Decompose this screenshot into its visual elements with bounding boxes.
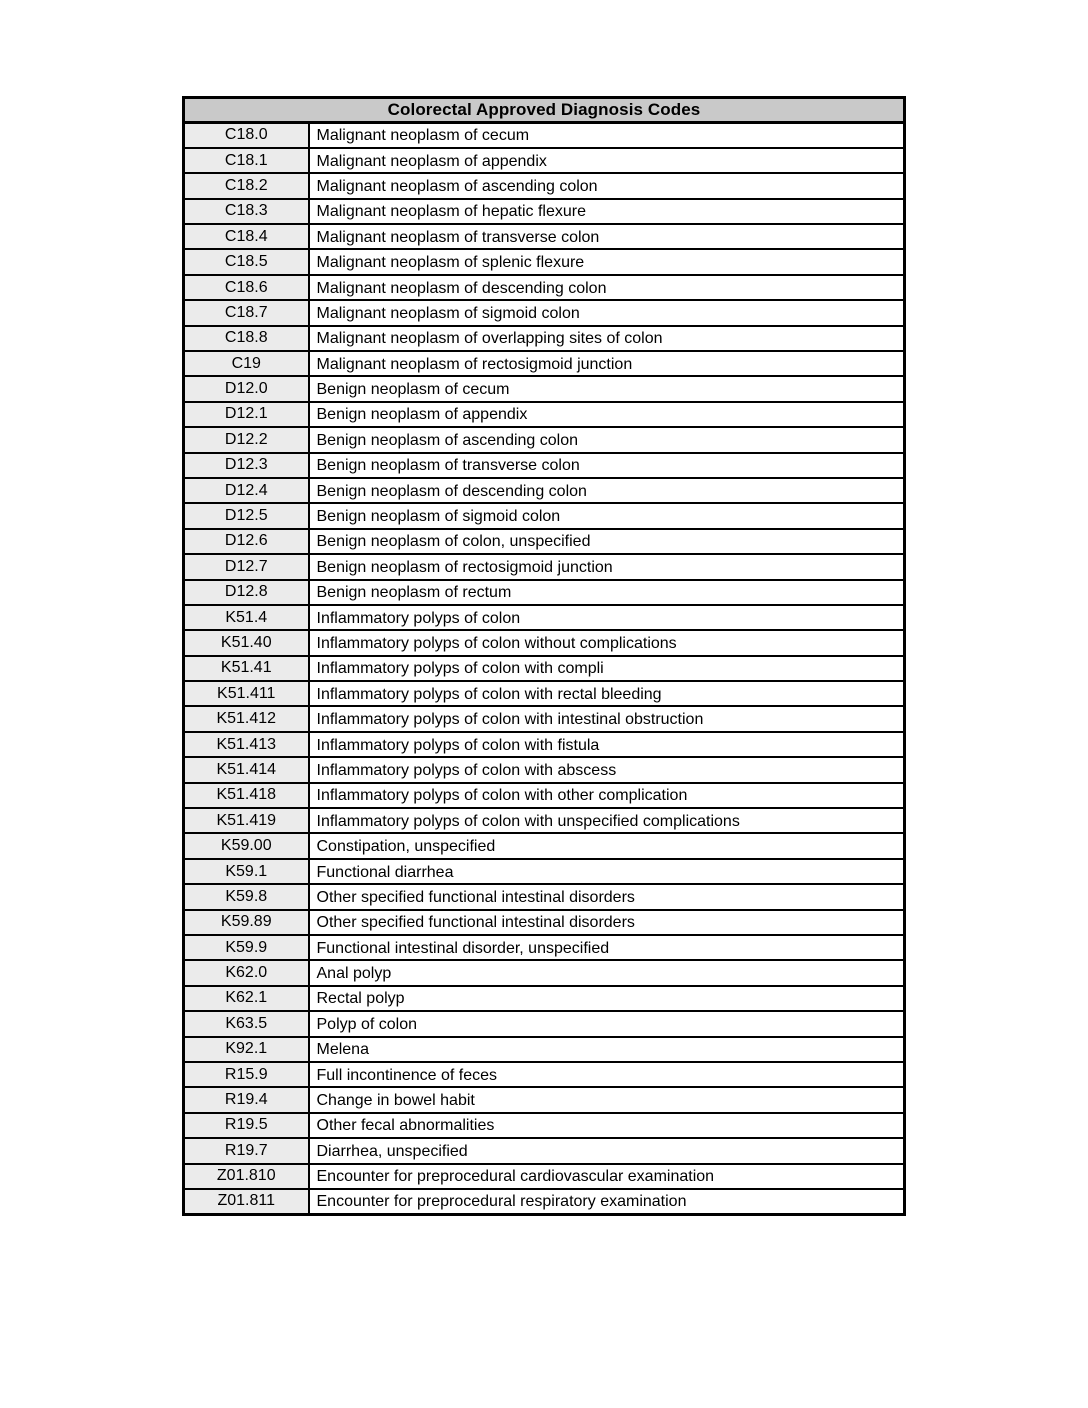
diagnosis-codes-table-container (182, 96, 906, 1216)
diagnosis-description: Benign neoplasm of rectosigmoid junction (309, 554, 905, 579)
diagnosis-code: D12.0 (184, 376, 309, 401)
diagnosis-description: Malignant neoplasm of hepatic flexure (309, 199, 905, 224)
table-row (184, 529, 905, 554)
table-row (184, 833, 905, 858)
diagnosis-code: Z01.810 (184, 1164, 309, 1189)
table-row (184, 275, 905, 300)
diagnosis-description: Malignant neoplasm of descending colon (309, 275, 905, 300)
diagnosis-description: Malignant neoplasm of overlapping sites of colon (309, 326, 905, 351)
diagnosis-code: D12.2 (184, 427, 309, 452)
table-row (184, 351, 905, 376)
diagnosis-code: K59.8 (184, 884, 309, 909)
diagnosis-code: Z01.811 (184, 1189, 309, 1214)
diagnosis-description: Full incontinence of feces (309, 1062, 905, 1087)
table-row (184, 910, 905, 935)
table-row (184, 1138, 905, 1163)
diagnosis-description: Benign neoplasm of sigmoid colon (309, 503, 905, 528)
diagnosis-code: K51.413 (184, 732, 309, 757)
diagnosis-description: Functional diarrhea (309, 859, 905, 884)
diagnosis-description: Malignant neoplasm of cecum (309, 123, 905, 148)
table-row (184, 1062, 905, 1087)
diagnosis-code: K51.41 (184, 656, 309, 681)
diagnosis-description: Benign neoplasm of transverse colon (309, 453, 905, 478)
diagnosis-code: C19 (184, 351, 309, 376)
diagnosis-description: Encounter for preprocedural cardiovascular examination (309, 1164, 905, 1189)
diagnosis-description: Inflammatory polyps of colon with other complication (309, 783, 905, 808)
diagnosis-code: R19.5 (184, 1113, 309, 1138)
diagnosis-code: K62.1 (184, 986, 309, 1011)
diagnosis-description: Malignant neoplasm of ascending colon (309, 173, 905, 198)
table-row (184, 199, 905, 224)
diagnosis-description: Functional intestinal disorder, unspecified (309, 935, 905, 960)
codes-table-body (184, 123, 905, 1215)
table-row (184, 503, 905, 528)
diagnosis-code: K63.5 (184, 1011, 309, 1036)
diagnosis-description: Inflammatory polyps of colon with abscess (309, 757, 905, 782)
table-row (184, 173, 905, 198)
table-row (184, 326, 905, 351)
diagnosis-code: R19.7 (184, 1138, 309, 1163)
diagnosis-code: C18.6 (184, 275, 309, 300)
diagnosis-code: C18.5 (184, 249, 309, 274)
diagnosis-description: Malignant neoplasm of rectosigmoid junction (309, 351, 905, 376)
table-row (184, 224, 905, 249)
table-row (184, 453, 905, 478)
table-row (184, 1037, 905, 1062)
table-row (184, 986, 905, 1011)
diagnosis-description: Change in bowel habit (309, 1087, 905, 1112)
table-row (184, 808, 905, 833)
table-row (184, 884, 905, 909)
diagnosis-code: D12.7 (184, 554, 309, 579)
diagnosis-description: Melena (309, 1037, 905, 1062)
table-row (184, 1011, 905, 1036)
diagnosis-code: C18.7 (184, 300, 309, 325)
table-row (184, 554, 905, 579)
diagnosis-description: Malignant neoplasm of splenic flexure (309, 249, 905, 274)
diagnosis-code: K59.89 (184, 910, 309, 935)
table-header-row (184, 98, 905, 123)
table-row (184, 859, 905, 884)
diagnosis-code: C18.0 (184, 123, 309, 148)
diagnosis-description: Benign neoplasm of appendix (309, 402, 905, 427)
diagnosis-description: Malignant neoplasm of transverse colon (309, 224, 905, 249)
table-row (184, 427, 905, 452)
diagnosis-code: D12.8 (184, 580, 309, 605)
diagnosis-description: Inflammatory polyps of colon (309, 605, 905, 630)
diagnosis-description: Encounter for preprocedural respiratory examination (309, 1189, 905, 1214)
diagnosis-description: Malignant neoplasm of sigmoid colon (309, 300, 905, 325)
table-row (184, 706, 905, 731)
table-row (184, 580, 905, 605)
diagnosis-description: Inflammatory polyps of colon with compli (309, 656, 905, 681)
diagnosis-code: K51.4 (184, 605, 309, 630)
diagnosis-code: C18.2 (184, 173, 309, 198)
diagnosis-code: D12.6 (184, 529, 309, 554)
table-row (184, 402, 905, 427)
table-row (184, 681, 905, 706)
diagnosis-code: K59.1 (184, 859, 309, 884)
table-row (184, 1189, 905, 1214)
diagnosis-description: Diarrhea, unspecified (309, 1138, 905, 1163)
table-row (184, 478, 905, 503)
diagnosis-description: Constipation, unspecified (309, 833, 905, 858)
table-row (184, 732, 905, 757)
diagnosis-code: C18.3 (184, 199, 309, 224)
diagnosis-code: C18.4 (184, 224, 309, 249)
table-title: Colorectal Approved Diagnosis Codes (184, 98, 905, 123)
diagnosis-description: Polyp of colon (309, 1011, 905, 1036)
diagnosis-code: K59.00 (184, 833, 309, 858)
table-row (184, 300, 905, 325)
diagnosis-code: K51.419 (184, 808, 309, 833)
diagnosis-code: D12.1 (184, 402, 309, 427)
diagnosis-description: Benign neoplasm of rectum (309, 580, 905, 605)
diagnosis-code: K59.9 (184, 935, 309, 960)
diagnosis-code: K51.411 (184, 681, 309, 706)
diagnosis-description: Other fecal abnormalities (309, 1113, 905, 1138)
diagnosis-code: D12.5 (184, 503, 309, 528)
diagnosis-description: Inflammatory polyps of colon with unspecified complications (309, 808, 905, 833)
diagnosis-code: R19.4 (184, 1087, 309, 1112)
table-row (184, 1164, 905, 1189)
table-row (184, 783, 905, 808)
diagnosis-description: Malignant neoplasm of appendix (309, 148, 905, 173)
diagnosis-description: Inflammatory polyps of colon with intestinal obstruction (309, 706, 905, 731)
diagnosis-code: K51.414 (184, 757, 309, 782)
table-row (184, 960, 905, 985)
diagnosis-code: K51.412 (184, 706, 309, 731)
diagnosis-code: R15.9 (184, 1062, 309, 1087)
diagnosis-code: K51.418 (184, 783, 309, 808)
diagnosis-description: Benign neoplasm of cecum (309, 376, 905, 401)
table-row (184, 376, 905, 401)
diagnosis-description: Rectal polyp (309, 986, 905, 1011)
table-row (184, 148, 905, 173)
diagnosis-description: Other specified functional intestinal disorders (309, 910, 905, 935)
diagnosis-code: K92.1 (184, 1037, 309, 1062)
diagnosis-code: C18.1 (184, 148, 309, 173)
diagnosis-description: Benign neoplasm of ascending colon (309, 427, 905, 452)
diagnosis-description: Benign neoplasm of colon, unspecified (309, 529, 905, 554)
diagnosis-description: Anal polyp (309, 960, 905, 985)
table-row (184, 1087, 905, 1112)
diagnosis-code: K51.40 (184, 630, 309, 655)
diagnosis-code: K62.0 (184, 960, 309, 985)
table-row (184, 605, 905, 630)
diagnosis-description: Inflammatory polyps of colon with fistula (309, 732, 905, 757)
diagnosis-description: Inflammatory polyps of colon without complications (309, 630, 905, 655)
table-row (184, 935, 905, 960)
table-row (184, 757, 905, 782)
table-row (184, 656, 905, 681)
diagnosis-description: Inflammatory polyps of colon with rectal bleeding (309, 681, 905, 706)
diagnosis-description: Benign neoplasm of descending colon (309, 478, 905, 503)
table-row (184, 249, 905, 274)
table-row (184, 1113, 905, 1138)
table-row (184, 123, 905, 148)
table-row (184, 630, 905, 655)
diagnosis-codes-table (182, 96, 906, 1216)
diagnosis-code: D12.3 (184, 453, 309, 478)
diagnosis-description: Other specified functional intestinal disorders (309, 884, 905, 909)
diagnosis-code: D12.4 (184, 478, 309, 503)
diagnosis-code: C18.8 (184, 326, 309, 351)
